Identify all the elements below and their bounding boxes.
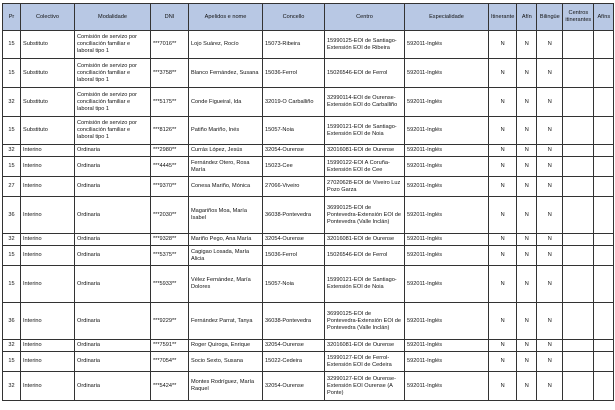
cell-especialidade: 592011-Inglés: [405, 88, 489, 117]
cell-concello: 15036-Ferrol: [263, 59, 325, 88]
cell-especialidade: 592011-Inglés: [405, 177, 489, 197]
cell-concello: 15022-Cedeira: [263, 352, 325, 372]
table-row: [3, 31, 614, 59]
cell-nome: Magariños Moa, María Isabel: [189, 197, 263, 234]
cell-colectivo: Interino: [21, 157, 75, 177]
cell-modalidade: Ordinaria: [75, 234, 151, 246]
cell-dni: ***5175**: [151, 88, 189, 117]
header-especialidade: Especialidade: [405, 4, 489, 31]
cell-bilingue: N: [537, 59, 563, 88]
cell-afins: [594, 31, 614, 59]
cell-dni: ***7016**: [151, 31, 189, 59]
header-row: [3, 4, 614, 31]
header-concello: Concello: [263, 4, 325, 31]
cell-centros-itinerantes: [563, 157, 594, 177]
table-row: [3, 340, 614, 352]
cell-dni: ***2980**: [151, 145, 189, 157]
cell-pr: 32: [3, 234, 21, 246]
cell-itinerante: N: [489, 157, 517, 177]
cell-concello: 15023-Cee: [263, 157, 325, 177]
cell-nome: Fernández Parrat, Tanya: [189, 303, 263, 340]
cell-afin: N: [517, 31, 537, 59]
cell-centros-itinerantes: [563, 197, 594, 234]
cell-nome: Montes Rodríguez, María Raquel: [189, 372, 263, 401]
cell-centros-itinerantes: [563, 372, 594, 401]
header-afins: Afíns: [594, 4, 614, 31]
cell-afin: N: [517, 157, 537, 177]
cell-colectivo: Interino: [21, 372, 75, 401]
cell-centros-itinerantes: [563, 31, 594, 59]
cell-dni: ***4445**: [151, 157, 189, 177]
cell-bilingue: N: [537, 246, 563, 266]
cell-nome: Socio Sexto, Susana: [189, 352, 263, 372]
cell-especialidade: 592011-Inglés: [405, 59, 489, 88]
cell-especialidade: 592011-Inglés: [405, 266, 489, 303]
cell-centros-itinerantes: [563, 246, 594, 266]
cell-itinerante: N: [489, 31, 517, 59]
header-colectivo: Colectivo: [21, 4, 75, 31]
cell-concello: 36038-Pontevedra: [263, 197, 325, 234]
cell-bilingue: N: [537, 303, 563, 340]
cell-centro: 32016081-EOI de Ourense: [325, 234, 405, 246]
cell-dni: ***7591**: [151, 340, 189, 352]
cell-centro: 15026546-EOI de Ferrol: [325, 246, 405, 266]
cell-bilingue: N: [537, 352, 563, 372]
cell-bilingue: N: [537, 177, 563, 197]
cell-centro: 15026546-EOI de Ferrol: [325, 59, 405, 88]
cell-nome: Roger Quiroga, Enrique: [189, 340, 263, 352]
header-itinerante: Itinerante: [489, 4, 517, 31]
cell-itinerante: N: [489, 372, 517, 401]
cell-itinerante: N: [489, 266, 517, 303]
cell-nome: Blanco Fernández, Susana: [189, 59, 263, 88]
cell-centro: 36990125-EOI de Pontevedra-Extensión EOI de Pontevedra (Valle Inclán): [325, 197, 405, 234]
cell-colectivo: Substituto: [21, 88, 75, 117]
table-row: [3, 59, 614, 88]
cell-especialidade: 592011-Inglés: [405, 234, 489, 246]
cell-modalidade: Ordinaria: [75, 145, 151, 157]
cell-colectivo: Interino: [21, 145, 75, 157]
cell-concello: 32054-Ourense: [263, 372, 325, 401]
cell-concello: 15057-Noia: [263, 117, 325, 145]
cell-dni: ***7054**: [151, 352, 189, 372]
cell-afins: [594, 117, 614, 145]
cell-centro: 27020628-EOI de Viveiro Luz Pozo Garza: [325, 177, 405, 197]
cell-colectivo: Interino: [21, 177, 75, 197]
cell-bilingue: N: [537, 234, 563, 246]
cell-afins: [594, 372, 614, 401]
cell-afins: [594, 352, 614, 372]
cell-centro: 32016081-EOI de Ourense: [325, 145, 405, 157]
cell-modalidade: Ordinaria: [75, 197, 151, 234]
cell-afins: [594, 303, 614, 340]
cell-centros-itinerantes: [563, 303, 594, 340]
cell-centro: 15990121-EOI de Santiago-Extensión EOI de Noia: [325, 266, 405, 303]
cell-itinerante: N: [489, 246, 517, 266]
cell-afin: N: [517, 88, 537, 117]
table-row: [3, 145, 614, 157]
cell-pr: 15: [3, 157, 21, 177]
cell-colectivo: Substituto: [21, 31, 75, 59]
cell-afin: N: [517, 177, 537, 197]
cell-afins: [594, 246, 614, 266]
table-row: [3, 117, 614, 145]
cell-concello: 32054-Ourense: [263, 234, 325, 246]
cell-pr: 15: [3, 352, 21, 372]
cell-itinerante: N: [489, 197, 517, 234]
cell-itinerante: N: [489, 340, 517, 352]
header-centro: Centro: [325, 4, 405, 31]
cell-centros-itinerantes: [563, 234, 594, 246]
cell-itinerante: N: [489, 117, 517, 145]
cell-colectivo: Interino: [21, 340, 75, 352]
cell-centros-itinerantes: [563, 145, 594, 157]
cell-nome: Fernández Otero, Rosa María: [189, 157, 263, 177]
cell-pr: 15: [3, 246, 21, 266]
cell-modalidade: Comisión de servizo por conciliación familiar e laboral tipo 1: [75, 31, 151, 59]
cell-especialidade: 592011-Inglés: [405, 117, 489, 145]
cell-concello: 36038-Pontevedra: [263, 303, 325, 340]
cell-modalidade: Ordinaria: [75, 157, 151, 177]
cell-colectivo: Interino: [21, 266, 75, 303]
cell-concello: 32054-Ourense: [263, 340, 325, 352]
cell-concello: 27066-Viveiro: [263, 177, 325, 197]
cell-itinerante: N: [489, 145, 517, 157]
cell-centro: 32990127-EOI de Ourense-Extensión EOI Ourense (A Ponte): [325, 372, 405, 401]
cell-centro: 32016081-EOI de Ourense: [325, 340, 405, 352]
cell-bilingue: N: [537, 197, 563, 234]
cell-especialidade: 592011-Inglés: [405, 340, 489, 352]
cell-colectivo: Interino: [21, 303, 75, 340]
cell-centros-itinerantes: [563, 177, 594, 197]
header-nome: Apelidos e nome: [189, 4, 263, 31]
cell-itinerante: N: [489, 234, 517, 246]
cell-afins: [594, 59, 614, 88]
cell-modalidade: Ordinaria: [75, 340, 151, 352]
cell-nome: Conde Figueiral, Ida: [189, 88, 263, 117]
cell-afins: [594, 266, 614, 303]
cell-especialidade: 592011-Inglés: [405, 31, 489, 59]
cell-bilingue: N: [537, 157, 563, 177]
cell-nome: Patiño Mariño, Inés: [189, 117, 263, 145]
cell-pr: 32: [3, 88, 21, 117]
cell-centros-itinerantes: [563, 88, 594, 117]
cell-concello: 15073-Ribeira: [263, 31, 325, 59]
cell-centros-itinerantes: [563, 266, 594, 303]
assignments-table-container: [2, 3, 614, 401]
cell-concello: 15057-Noia: [263, 266, 325, 303]
cell-centro: 15990121-EOI de Santiago-Extensión EOI de Noia: [325, 117, 405, 145]
cell-centro: 15990127-EOI de Ferrol-Extensión EOI de Cedeira: [325, 352, 405, 372]
cell-bilingue: N: [537, 88, 563, 117]
cell-centro: 36990125-EOI de Pontevedra-Extensión EOI de Pontevedra (Valle Inclán): [325, 303, 405, 340]
cell-especialidade: 592011-Inglés: [405, 352, 489, 372]
cell-modalidade: Comisión de servizo por conciliación familiar e laboral tipo 1: [75, 59, 151, 88]
header-centros-itinerantes: Centros itinerantes: [563, 4, 594, 31]
cell-centros-itinerantes: [563, 340, 594, 352]
cell-colectivo: Interino: [21, 246, 75, 266]
cell-nome: Cagigao Losada, María Alicia: [189, 246, 263, 266]
cell-modalidade: Ordinaria: [75, 177, 151, 197]
table-row: [3, 157, 614, 177]
cell-pr: 36: [3, 303, 21, 340]
cell-afin: N: [517, 266, 537, 303]
cell-especialidade: 592011-Inglés: [405, 303, 489, 340]
cell-bilingue: N: [537, 31, 563, 59]
cell-afin: N: [517, 352, 537, 372]
cell-afins: [594, 234, 614, 246]
cell-centro: 15990122-EOI A Coruña-Extensión EOI de Cee: [325, 157, 405, 177]
cell-concello: 15036-Ferrol: [263, 246, 325, 266]
cell-especialidade: 592011-Inglés: [405, 197, 489, 234]
cell-especialidade: 592011-Inglés: [405, 372, 489, 401]
cell-dni: ***9229**: [151, 303, 189, 340]
cell-dni: ***3758**: [151, 59, 189, 88]
cell-afin: N: [517, 303, 537, 340]
cell-afins: [594, 88, 614, 117]
cell-nome: Lojo Suárez, Rocío: [189, 31, 263, 59]
cell-nome: Vélez Fernández, María Dolores: [189, 266, 263, 303]
table-row: [3, 88, 614, 117]
cell-modalidade: Ordinaria: [75, 303, 151, 340]
cell-itinerante: N: [489, 59, 517, 88]
cell-afin: N: [517, 372, 537, 401]
cell-dni: ***5424**: [151, 372, 189, 401]
cell-bilingue: N: [537, 340, 563, 352]
cell-centro: 15990125-EOI de Santiago-Extensión EOI de Ribeira: [325, 31, 405, 59]
table-row: [3, 246, 614, 266]
cell-pr: 32: [3, 145, 21, 157]
cell-itinerante: N: [489, 88, 517, 117]
cell-centros-itinerantes: [563, 352, 594, 372]
header-bilingue: Bilingüe: [537, 4, 563, 31]
cell-itinerante: N: [489, 177, 517, 197]
table-row: [3, 303, 614, 340]
cell-afins: [594, 157, 614, 177]
table-body: [3, 31, 614, 401]
cell-nome: Conesa Mariño, Mónica: [189, 177, 263, 197]
table-row: [3, 352, 614, 372]
cell-afins: [594, 145, 614, 157]
cell-afin: N: [517, 340, 537, 352]
cell-especialidade: 592011-Inglés: [405, 157, 489, 177]
cell-pr: 15: [3, 31, 21, 59]
cell-modalidade: Comisión de servizo por conciliación familiar e laboral tipo 1: [75, 117, 151, 145]
cell-concello: 32019-O Carballiño: [263, 88, 325, 117]
cell-colectivo: Substituto: [21, 59, 75, 88]
cell-centro: 32990114-EOI de Ourense-Extensión EOI do Carballiño: [325, 88, 405, 117]
cell-afin: N: [517, 145, 537, 157]
cell-concello: 32054-Ourense: [263, 145, 325, 157]
cell-pr: 15: [3, 266, 21, 303]
table-row: [3, 372, 614, 401]
header-afin: Afín: [517, 4, 537, 31]
cell-pr: 36: [3, 197, 21, 234]
cell-centros-itinerantes: [563, 117, 594, 145]
cell-modalidade: Ordinaria: [75, 352, 151, 372]
cell-modalidade: Comisión de servizo por conciliación familiar e laboral tipo 1: [75, 88, 151, 117]
header-modalidade: Modalidade: [75, 4, 151, 31]
cell-nome: Mariño Pego, Ana María: [189, 234, 263, 246]
cell-afin: N: [517, 197, 537, 234]
cell-bilingue: N: [537, 372, 563, 401]
table-row: [3, 234, 614, 246]
table-row: [3, 197, 614, 234]
cell-afins: [594, 340, 614, 352]
cell-dni: ***2030**: [151, 197, 189, 234]
cell-afin: N: [517, 117, 537, 145]
cell-itinerante: N: [489, 352, 517, 372]
cell-pr: 27: [3, 177, 21, 197]
cell-dni: ***9328**: [151, 234, 189, 246]
cell-modalidade: Ordinaria: [75, 246, 151, 266]
cell-nome: Currás López, Jesús: [189, 145, 263, 157]
cell-especialidade: 592011-Inglés: [405, 246, 489, 266]
cell-bilingue: N: [537, 266, 563, 303]
cell-dni: ***8126**: [151, 117, 189, 145]
cell-itinerante: N: [489, 303, 517, 340]
cell-dni: ***5375**: [151, 246, 189, 266]
table-header: [3, 4, 614, 31]
table-row: [3, 177, 614, 197]
cell-pr: 15: [3, 59, 21, 88]
cell-modalidade: Ordinaria: [75, 266, 151, 303]
cell-bilingue: N: [537, 117, 563, 145]
cell-colectivo: Interino: [21, 234, 75, 246]
cell-dni: ***5933**: [151, 266, 189, 303]
cell-bilingue: N: [537, 145, 563, 157]
cell-colectivo: Substituto: [21, 117, 75, 145]
header-dni: DNI: [151, 4, 189, 31]
assignments-table: [2, 3, 614, 401]
cell-afin: N: [517, 234, 537, 246]
cell-afin: N: [517, 246, 537, 266]
cell-colectivo: Interino: [21, 197, 75, 234]
cell-pr: 15: [3, 117, 21, 145]
cell-especialidade: 592011-Inglés: [405, 145, 489, 157]
cell-colectivo: Interino: [21, 352, 75, 372]
cell-centros-itinerantes: [563, 59, 594, 88]
cell-dni: ***9370**: [151, 177, 189, 197]
table-row: [3, 266, 614, 303]
header-pr: Pr: [3, 4, 21, 31]
cell-afin: N: [517, 59, 537, 88]
cell-afins: [594, 177, 614, 197]
cell-modalidade: Ordinaria: [75, 372, 151, 401]
cell-afins: [594, 197, 614, 234]
cell-pr: 32: [3, 372, 21, 401]
cell-pr: 32: [3, 340, 21, 352]
